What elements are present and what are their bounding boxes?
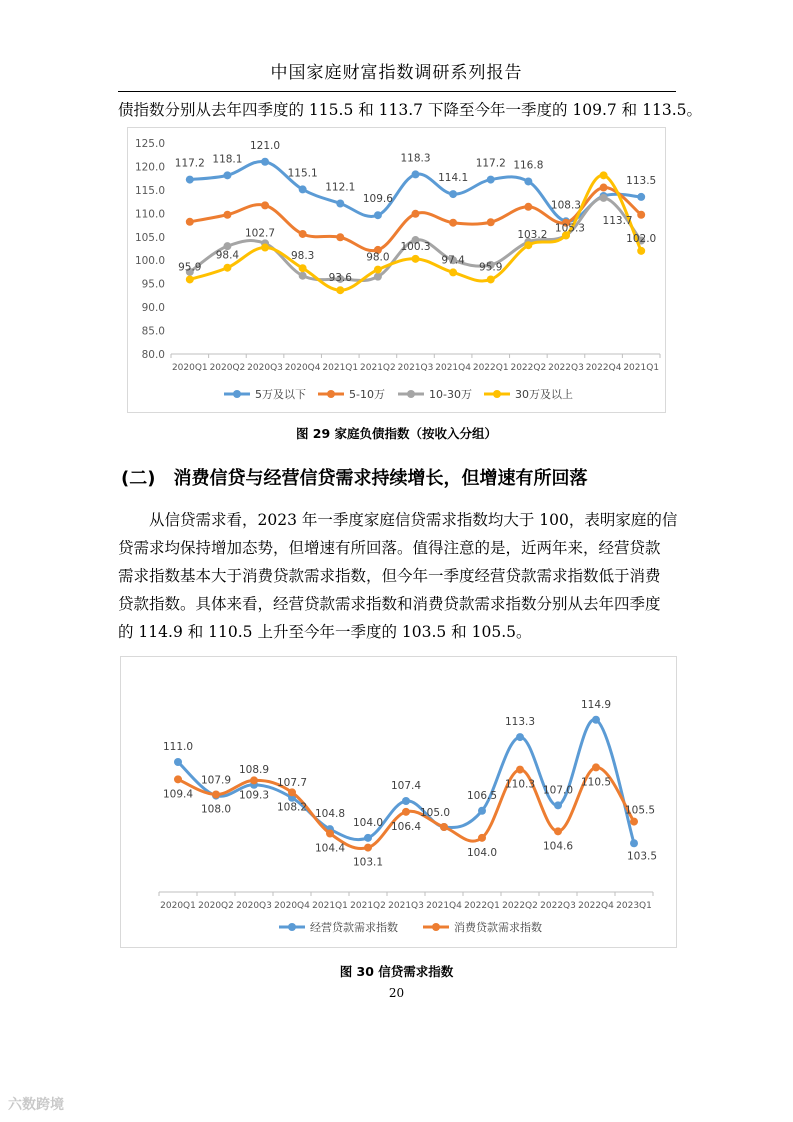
- data-label: 95.9: [479, 261, 503, 274]
- data-label: 116.8: [513, 159, 544, 172]
- legend-marker-dot: [327, 390, 335, 398]
- data-label: 103.2: [517, 228, 548, 241]
- data-label: 112.1: [325, 181, 356, 194]
- data-point: [524, 177, 532, 185]
- x-tick-label: 2021Q4: [426, 901, 462, 911]
- paragraph-line: 需求指数基本大于消费贷款需求指数，但今年一季度经营贷款需求指数低于消费: [118, 567, 661, 585]
- legend-marker-dot: [493, 390, 501, 398]
- data-point: [524, 241, 532, 249]
- data-point: [174, 758, 182, 766]
- data-point: [516, 733, 524, 741]
- data-label: 107.0: [542, 784, 574, 797]
- data-point: [223, 264, 231, 272]
- data-label: 107.7: [276, 776, 308, 789]
- x-tick-label: 2021Q2: [350, 901, 386, 911]
- data-label: 104.8: [314, 808, 346, 821]
- x-tick-label: 2020Q4: [284, 363, 321, 373]
- data-point: [487, 218, 495, 226]
- data-point: [449, 219, 457, 227]
- y-tick-label: 100.0: [134, 255, 165, 268]
- data-label: 109.4: [162, 788, 194, 801]
- data-point: [186, 218, 194, 226]
- data-label: 103.1: [352, 856, 384, 869]
- data-label: 95.9: [178, 261, 202, 274]
- data-label: 102.7: [245, 227, 276, 240]
- data-label: 104.0: [352, 816, 384, 829]
- data-point: [336, 233, 344, 241]
- data-point: [299, 272, 307, 280]
- data-point: [336, 199, 344, 207]
- data-point: [554, 801, 562, 809]
- data-point: [186, 176, 194, 184]
- x-tick-label: 2021Q1: [312, 901, 348, 911]
- x-tick-label: 2023Q1: [616, 901, 652, 911]
- x-tick-label: 2020Q2: [209, 363, 246, 373]
- legend-label: 5万及以下: [255, 388, 306, 401]
- legend-label: 5-10万: [349, 388, 385, 401]
- data-point: [412, 170, 420, 178]
- data-label: 104.6: [542, 840, 574, 853]
- data-point: [299, 185, 307, 193]
- data-label: 108.2: [276, 801, 308, 814]
- data-label: 109.3: [238, 789, 270, 802]
- data-point: [336, 286, 344, 294]
- data-label: 106.5: [466, 789, 498, 802]
- data-label: 110.5: [580, 776, 612, 789]
- data-point: [288, 788, 296, 796]
- data-point: [261, 244, 269, 252]
- chart2-svg: [121, 657, 676, 947]
- x-tick-label: 2021Q4: [435, 363, 471, 373]
- data-point: [449, 268, 457, 276]
- data-label: 105.5: [624, 804, 656, 817]
- data-point: [374, 273, 382, 281]
- data-label: 114.9: [580, 698, 612, 711]
- data-point: [402, 808, 410, 816]
- data-point: [630, 818, 638, 826]
- data-point: [186, 275, 194, 283]
- data-label: 108.9: [238, 763, 270, 776]
- data-point: [516, 766, 524, 774]
- data-point: [637, 247, 645, 255]
- y-tick-label: 80.0: [141, 349, 165, 361]
- x-tick-label: 2022Q4: [578, 901, 614, 911]
- data-point: [364, 834, 372, 842]
- report-header-title: 中国家庭财富指数调研系列报告: [270, 63, 523, 83]
- x-tick-label: 2021Q1: [322, 363, 359, 373]
- legend-marker-dot: [407, 390, 415, 398]
- data-point: [374, 266, 382, 274]
- data-point: [478, 807, 486, 815]
- y-tick-label: 90.0: [141, 302, 165, 315]
- data-point: [600, 171, 608, 179]
- legend-label: 消费贷款需求指数: [454, 921, 542, 934]
- x-tick-label: 2022Q3: [540, 901, 576, 911]
- x-tick-label: 2020Q4: [274, 901, 310, 911]
- x-tick-label: 2022Q3: [548, 363, 584, 373]
- data-label: 93.6: [328, 272, 352, 285]
- y-tick-label: 115.0: [134, 184, 165, 197]
- data-label: 98.0: [366, 251, 390, 264]
- data-point: [364, 844, 372, 852]
- data-label: 114.1: [438, 172, 469, 185]
- data-label: 113.3: [504, 716, 536, 729]
- data-point: [374, 211, 382, 219]
- data-point: [223, 211, 231, 219]
- y-tick-label: 85.0: [141, 325, 165, 338]
- x-tick-label: 2021Q3: [388, 901, 424, 911]
- data-point: [299, 264, 307, 272]
- data-point: [299, 230, 307, 238]
- data-label: 117.2: [475, 157, 506, 170]
- y-tick-label: 95.0: [141, 278, 165, 291]
- data-point: [412, 255, 420, 263]
- data-label: 105.0: [419, 807, 451, 819]
- data-point: [250, 776, 258, 784]
- data-point: [592, 763, 600, 771]
- x-tick-label: 2020Q3: [236, 901, 272, 911]
- data-label: 110.3: [504, 778, 536, 791]
- chart1-svg: [128, 128, 665, 412]
- data-label: 117.2: [174, 157, 205, 170]
- data-point: [487, 275, 495, 283]
- data-label: 111.0: [162, 741, 194, 753]
- data-label: 104.4: [314, 842, 346, 855]
- data-label: 106.4: [390, 820, 422, 833]
- paragraph-line: 贷款指数。具体来看，经营贷款需求指数和消费贷款需求指数分别从去年四季度: [118, 595, 661, 613]
- legend-marker-dot: [432, 923, 440, 931]
- header-divider: [118, 91, 676, 92]
- x-tick-label: 2020Q3: [247, 363, 283, 373]
- data-label: 103.5: [626, 850, 658, 863]
- data-point: [600, 194, 608, 202]
- x-tick-label: 2021Q2: [360, 363, 396, 373]
- figure-29-caption: 图 29 家庭负债指数（按收入分组）: [295, 426, 498, 441]
- data-label: 118.1: [212, 153, 243, 166]
- data-point: [600, 184, 608, 192]
- data-label: 108.0: [200, 803, 232, 816]
- data-label: 102.0: [626, 232, 657, 245]
- data-label: 118.3: [400, 152, 431, 165]
- paragraph-line: 从信贷需求看，2023 年一季度家庭信贷需求指数均大于 100，表明家庭的信: [118, 511, 678, 529]
- x-tick-label: 2020Q1: [171, 363, 208, 373]
- data-point: [261, 201, 269, 209]
- data-point: [412, 210, 420, 218]
- data-point: [449, 190, 457, 198]
- x-tick-label: 2022Q2: [502, 901, 538, 911]
- data-label: 104.0: [466, 846, 498, 859]
- data-point: [592, 716, 600, 724]
- data-label: 113.5: [626, 174, 657, 187]
- data-label: 107.9: [200, 774, 232, 787]
- data-label: 108.3: [550, 199, 581, 212]
- data-point: [637, 211, 645, 219]
- y-tick-label: 105.0: [134, 231, 165, 244]
- data-point: [174, 775, 182, 783]
- data-label: 121.0: [250, 139, 281, 152]
- x-tick-label: 2022Q1: [464, 901, 500, 911]
- legend-marker-dot: [233, 390, 241, 398]
- page-number: 20: [388, 986, 405, 1000]
- data-point: [630, 839, 638, 847]
- data-label: 113.7: [602, 214, 633, 227]
- body-paragraph: [118, 506, 677, 646]
- legend-label: 30万及以上: [515, 388, 573, 401]
- x-tick-label: 2021Q3: [397, 363, 434, 373]
- intro-paragraph-line: 债指数分别从去年四季度的 115.5 和 113.7 下降至今年一季度的 109.7 和 113.5。: [118, 101, 702, 119]
- data-point: [487, 176, 495, 184]
- data-point: [326, 830, 334, 838]
- data-point: [212, 791, 220, 799]
- data-label: 98.4: [215, 249, 240, 262]
- data-label: 98.3: [290, 250, 315, 263]
- watermark: 六数跨境: [8, 1097, 64, 1113]
- y-tick-label: 120.0: [134, 161, 165, 174]
- x-tick-label: 2020Q2: [198, 901, 234, 911]
- x-tick-label: 2022Q4: [585, 363, 622, 373]
- data-label: 105.3: [554, 222, 585, 235]
- x-tick-label: 2020Q1: [160, 901, 196, 911]
- data-point: [524, 203, 532, 211]
- x-tick-label: 2022Q2: [510, 363, 547, 373]
- credit-demand-index-chart: [120, 656, 677, 948]
- figure-30-caption: 图 30 信贷需求指数: [339, 964, 454, 979]
- data-label: 97.4: [441, 254, 465, 267]
- data-point: [261, 158, 269, 166]
- data-point: [440, 823, 448, 831]
- data-point: [478, 834, 486, 842]
- paragraph-line: 的 114.9 和 110.5 上升至今年一季度的 103.5 和 105.5。: [118, 623, 532, 641]
- y-tick-label: 125.0: [134, 138, 165, 150]
- data-label: 100.3: [400, 240, 431, 253]
- data-point: [554, 827, 562, 835]
- legend-marker-dot: [288, 923, 296, 931]
- household-debt-index-chart: [127, 127, 666, 413]
- legend-label: 经营贷款需求指数: [310, 921, 398, 934]
- data-label: 109.6: [362, 193, 393, 206]
- y-tick-label: 110.0: [134, 208, 165, 221]
- data-point: [223, 171, 231, 179]
- x-tick-label: 2022Q1: [472, 363, 509, 373]
- legend-label: 10-30万: [429, 388, 472, 401]
- data-label: 115.1: [287, 167, 318, 180]
- data-point: [402, 797, 410, 805]
- data-point: [637, 193, 645, 201]
- data-label: 107.4: [390, 780, 422, 792]
- x-tick-label: 2021Q1: [623, 363, 660, 373]
- section-heading: (二) 消费信贷与经营信贷需求持续增长，但增速有所回落: [121, 468, 588, 489]
- paragraph-line: 贷需求均保持增加态势，但增速有所回落。值得注意的是，近两年来，经营贷款: [118, 539, 661, 557]
